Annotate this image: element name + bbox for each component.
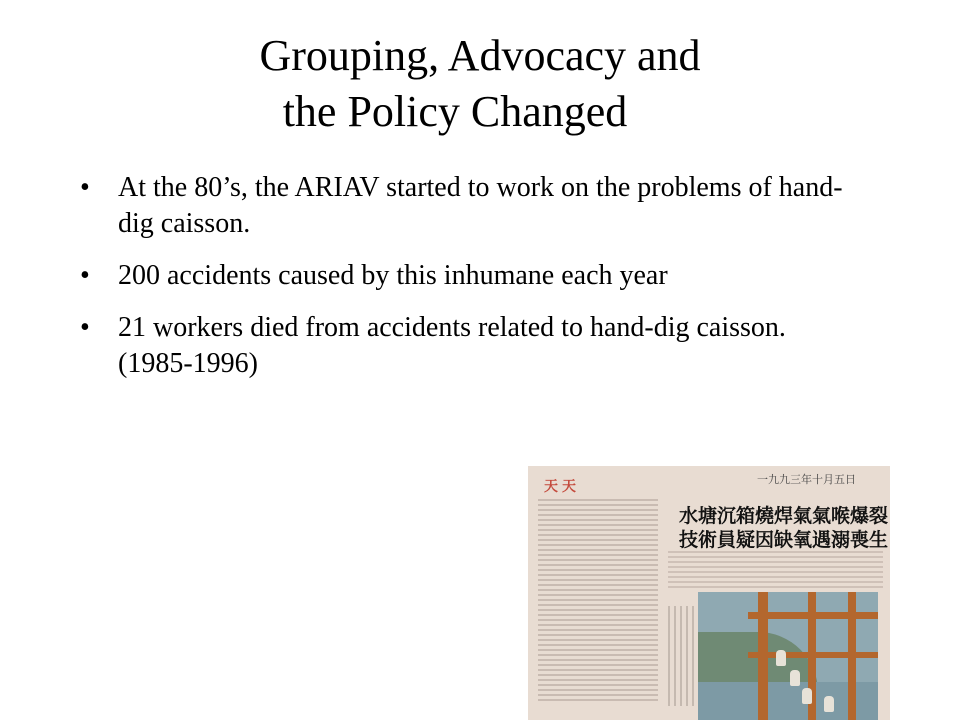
clipping-text-columns <box>668 548 883 588</box>
photo-worker <box>790 670 800 686</box>
clipping-date: 一九九三年十月五日 <box>757 473 856 486</box>
title-line-1: Grouping, Advocacy and <box>259 31 701 80</box>
photo-worker <box>802 688 812 704</box>
clipping-masthead: 天天 <box>544 479 580 495</box>
slide-title <box>0 28 960 140</box>
bullet-list <box>80 170 860 398</box>
photo-scaffold-beam <box>748 612 878 619</box>
bullet-item <box>80 258 860 294</box>
title-line-2: the Policy Changed <box>282 87 628 136</box>
bullet-dot-icon: • <box>80 172 90 203</box>
bullet-dot-icon: • <box>80 260 90 291</box>
bullet-item <box>80 310 860 382</box>
bullet-text: 200 accidents caused by this inhumane each year <box>118 260 668 291</box>
clipping-text-columns <box>538 496 658 701</box>
bullet-dot-icon: • <box>80 312 90 343</box>
clipping-photo <box>698 592 878 720</box>
photo-worker <box>824 696 834 712</box>
clipping-headline <box>678 504 888 552</box>
clipping-headline-line-2: 技術員疑因缺氧遇溺喪生 <box>678 529 888 551</box>
photo-scaffold-beam <box>748 652 878 658</box>
newspaper-clipping-image <box>528 466 890 720</box>
photo-worker <box>776 650 786 666</box>
clipping-caption <box>668 606 694 706</box>
clipping-headline-line-1: 水塘沉箱燒焊氣氣喉爆裂 <box>678 505 888 527</box>
bullet-item <box>80 170 860 242</box>
bullet-text: At the 80’s, the ARIAV started to work on the problems of hand-dig caisson. <box>118 172 843 239</box>
bullet-text: 21 workers died from accidents related to hand-dig caisson.(1985-1996) <box>118 312 786 379</box>
